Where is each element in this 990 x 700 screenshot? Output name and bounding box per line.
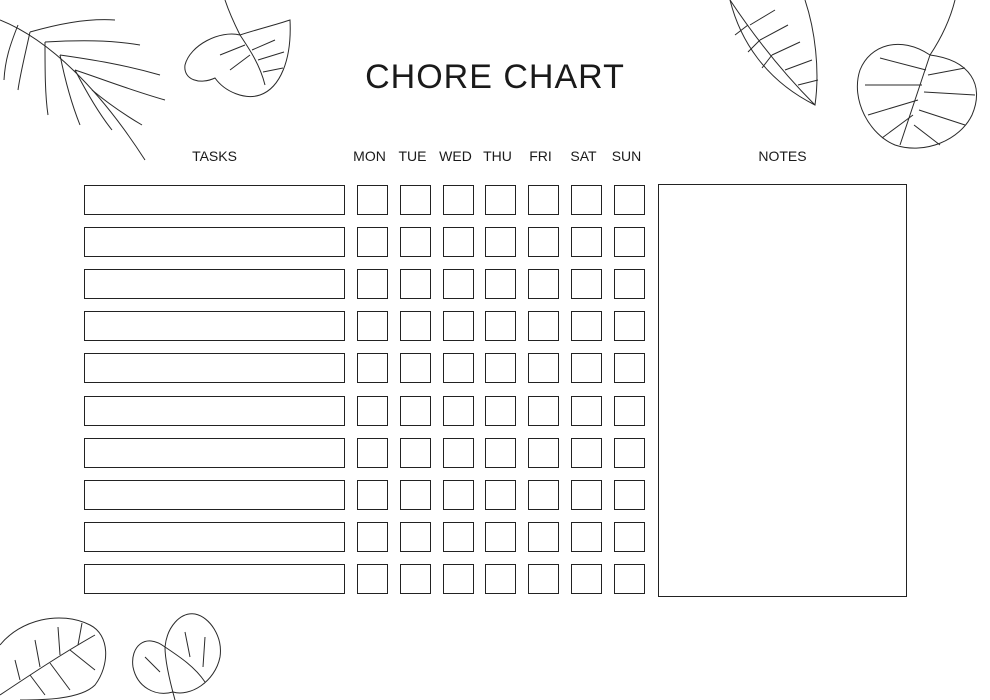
notes-header: NOTES — [758, 148, 807, 164]
checkbox-mon-row-6[interactable] — [357, 396, 388, 426]
checkbox-mon-row-1[interactable] — [357, 185, 388, 215]
checkbox-mon-row-7[interactable] — [357, 438, 388, 468]
checkbox-wed-row-8[interactable] — [443, 480, 474, 510]
checkbox-sun-row-6[interactable] — [614, 396, 645, 426]
task-input-4[interactable] — [84, 311, 345, 341]
checkbox-thu-row-3[interactable] — [485, 269, 516, 299]
checkbox-sun-row-10[interactable] — [614, 564, 645, 594]
checkbox-sun-row-8[interactable] — [614, 480, 645, 510]
checkbox-fri-row-8[interactable] — [528, 480, 559, 510]
checkbox-fri-row-9[interactable] — [528, 522, 559, 552]
checkbox-tue-row-4[interactable] — [400, 311, 431, 341]
checkbox-sat-row-5[interactable] — [571, 353, 602, 383]
page-title: CHORE CHART — [365, 58, 625, 96]
checkbox-thu-row-7[interactable] — [485, 438, 516, 468]
checkbox-thu-row-6[interactable] — [485, 396, 516, 426]
checkbox-fri-row-5[interactable] — [528, 353, 559, 383]
checkbox-tue-row-2[interactable] — [400, 227, 431, 257]
checkbox-sat-row-9[interactable] — [571, 522, 602, 552]
checkbox-wed-row-4[interactable] — [443, 311, 474, 341]
day-header-mon: MON — [353, 148, 386, 164]
checkbox-wed-row-1[interactable] — [443, 185, 474, 215]
checkbox-sun-row-1[interactable] — [614, 185, 645, 215]
checkbox-tue-row-3[interactable] — [400, 269, 431, 299]
checkbox-mon-row-10[interactable] — [357, 564, 388, 594]
task-input-5[interactable] — [84, 353, 345, 383]
checkbox-tue-row-9[interactable] — [400, 522, 431, 552]
checkbox-wed-row-10[interactable] — [443, 564, 474, 594]
checkbox-mon-row-3[interactable] — [357, 269, 388, 299]
checkbox-thu-row-4[interactable] — [485, 311, 516, 341]
tasks-header: TASKS — [192, 148, 237, 164]
task-input-3[interactable] — [84, 269, 345, 299]
checkbox-thu-row-5[interactable] — [485, 353, 516, 383]
monstera-leaf-icon — [0, 605, 115, 700]
checkbox-sat-row-4[interactable] — [571, 311, 602, 341]
checkbox-sun-row-9[interactable] — [614, 522, 645, 552]
task-input-2[interactable] — [84, 227, 345, 257]
checkbox-sun-row-4[interactable] — [614, 311, 645, 341]
checkbox-sat-row-1[interactable] — [571, 185, 602, 215]
checkbox-tue-row-10[interactable] — [400, 564, 431, 594]
checkbox-wed-row-3[interactable] — [443, 269, 474, 299]
checkbox-wed-row-7[interactable] — [443, 438, 474, 468]
checkbox-tue-row-6[interactable] — [400, 396, 431, 426]
day-header-tue: TUE — [398, 148, 427, 164]
checkbox-tue-row-8[interactable] — [400, 480, 431, 510]
checkbox-sat-row-6[interactable] — [571, 396, 602, 426]
checkbox-thu-row-2[interactable] — [485, 227, 516, 257]
checkbox-thu-row-8[interactable] — [485, 480, 516, 510]
checkbox-wed-row-2[interactable] — [443, 227, 474, 257]
checkbox-thu-row-9[interactable] — [485, 522, 516, 552]
task-input-9[interactable] — [84, 522, 345, 552]
checkbox-sun-row-3[interactable] — [614, 269, 645, 299]
day-header-sat: SAT — [570, 148, 597, 164]
checkbox-wed-row-6[interactable] — [443, 396, 474, 426]
checkbox-sat-row-2[interactable] — [571, 227, 602, 257]
checkbox-fri-row-10[interactable] — [528, 564, 559, 594]
checkbox-sun-row-7[interactable] — [614, 438, 645, 468]
checkbox-mon-row-4[interactable] — [357, 311, 388, 341]
day-header-thu: THU — [483, 148, 512, 164]
checkbox-tue-row-5[interactable] — [400, 353, 431, 383]
anthurium-leaf-icon — [125, 612, 230, 700]
checkbox-sun-row-2[interactable] — [614, 227, 645, 257]
checkbox-tue-row-1[interactable] — [400, 185, 431, 215]
checkbox-mon-row-8[interactable] — [357, 480, 388, 510]
checkbox-fri-row-1[interactable] — [528, 185, 559, 215]
checkbox-fri-row-3[interactable] — [528, 269, 559, 299]
notes-box[interactable] — [658, 184, 907, 597]
task-input-1[interactable] — [84, 185, 345, 215]
task-input-8[interactable] — [84, 480, 345, 510]
checkbox-sat-row-3[interactable] — [571, 269, 602, 299]
checkbox-mon-row-2[interactable] — [357, 227, 388, 257]
day-header-wed: WED — [439, 148, 472, 164]
task-input-6[interactable] — [84, 396, 345, 426]
task-input-7[interactable] — [84, 438, 345, 468]
checkbox-fri-row-4[interactable] — [528, 311, 559, 341]
checkbox-wed-row-5[interactable] — [443, 353, 474, 383]
checkbox-fri-row-6[interactable] — [528, 396, 559, 426]
checkbox-sat-row-8[interactable] — [571, 480, 602, 510]
checkbox-mon-row-5[interactable] — [357, 353, 388, 383]
day-header-fri: FRI — [529, 148, 552, 164]
checkbox-wed-row-9[interactable] — [443, 522, 474, 552]
checkbox-fri-row-2[interactable] — [528, 227, 559, 257]
checkbox-sat-row-10[interactable] — [571, 564, 602, 594]
task-input-10[interactable] — [84, 564, 345, 594]
checkbox-thu-row-1[interactable] — [485, 185, 516, 215]
checkbox-sat-row-7[interactable] — [571, 438, 602, 468]
day-header-sun: SUN — [611, 148, 642, 164]
checkbox-mon-row-9[interactable] — [357, 522, 388, 552]
checkbox-fri-row-7[interactable] — [528, 438, 559, 468]
checkbox-thu-row-10[interactable] — [485, 564, 516, 594]
checkbox-tue-row-7[interactable] — [400, 438, 431, 468]
checkbox-sun-row-5[interactable] — [614, 353, 645, 383]
